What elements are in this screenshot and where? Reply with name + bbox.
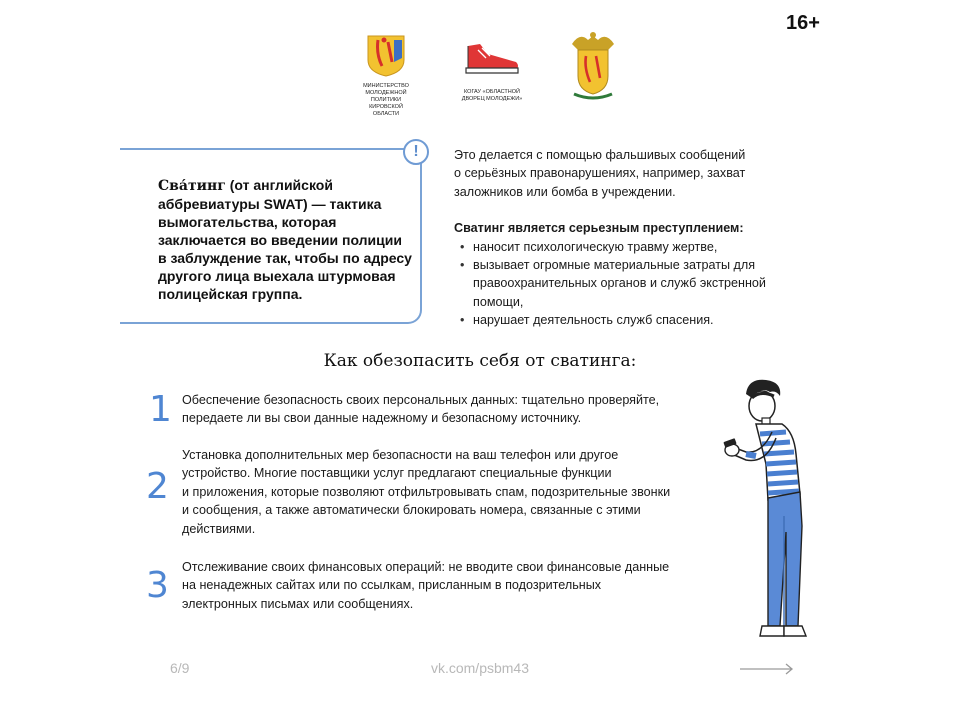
list-item: • вызывает огромные материальные затраты для правоохранительных органов и служб экстренной помощи, bbox=[454, 256, 804, 311]
list-item: • нарушает деятельность служб спасения. bbox=[454, 311, 804, 329]
ministry-logo-caption: МИНИСТЕРСТВО МОЛОДЕЖНОЙ ПОЛИТИКИ КИРОВСКОЙ ОБЛАСТИ bbox=[363, 83, 409, 117]
section-title: Как обезопасить себя от сватинга: bbox=[323, 351, 637, 371]
police-emblem bbox=[566, 28, 620, 104]
explanation-paragraph: Это делается с помощью фальшивых сообщений о серьёзных правонарушениях, например, захват заложников или бомба в учреждении. bbox=[454, 148, 746, 199]
person-with-phone-icon bbox=[716, 376, 816, 644]
step-number: 1 bbox=[149, 389, 172, 430]
alert-icon: ! bbox=[403, 139, 429, 165]
site-link[interactable]: vk.com/psbm43 bbox=[430, 660, 530, 676]
youth-palace-logo bbox=[458, 38, 526, 104]
sneaker-icon bbox=[458, 38, 526, 78]
police-eagle-emblem-icon bbox=[566, 28, 620, 102]
step-number: 3 bbox=[146, 565, 169, 606]
age-rating: 16+ bbox=[786, 12, 820, 34]
page-number: 6/9 bbox=[170, 660, 190, 676]
list-item: • наносит психологическую травму жертве, bbox=[454, 238, 804, 256]
step-text: Отслеживание своих финансовых операций: не вводите свои финансовые данные на ненадежных сайтах или по ссылкам, присланным в подозрительных электронных письмах или сообщениях. bbox=[182, 560, 670, 611]
consequences-list bbox=[454, 238, 804, 330]
person-illustration bbox=[716, 376, 816, 644]
step-text: Обеспечение безопасность своих персональных данных: тщательно проверяйте, передаете ли вы свои данные надежному и безопасному источнику. bbox=[182, 393, 660, 426]
ministry-logo bbox=[358, 32, 414, 117]
youth-palace-logo-caption: КОГАУ «ОБЛАСТНОЙ ДВОРЕЦ МОЛОДЕЖИ» bbox=[461, 89, 523, 102]
step-text: Установка дополнительных мер безопасности на ваш телефон или другое устройство. Многие поставщики услуг предлагают специальные функции и приложения, которые позволяют отфильтровывать спам, подозрительные звонки и сообщения, а также автоматически блокировать номера, связанные с этими действиями. bbox=[182, 448, 671, 536]
explanation-column bbox=[454, 146, 804, 330]
arrow-right-icon bbox=[740, 662, 794, 676]
kirov-coat-of-arms-icon bbox=[358, 32, 414, 78]
definition-text: Сва́тинг (от английской аббревиатуры SWAT) — тактика вымогательства, которая заключается во введении полиции в заблуждение так, чтобы по адресу другого лица выехала штурмовая полицейская группа. bbox=[158, 177, 412, 302]
definition-term: Сва́тинг bbox=[158, 178, 226, 194]
step-number: 2 bbox=[146, 466, 169, 507]
crime-heading: Сватинг является серьезным преступлением: bbox=[454, 221, 744, 236]
next-arrow[interactable] bbox=[740, 662, 794, 676]
